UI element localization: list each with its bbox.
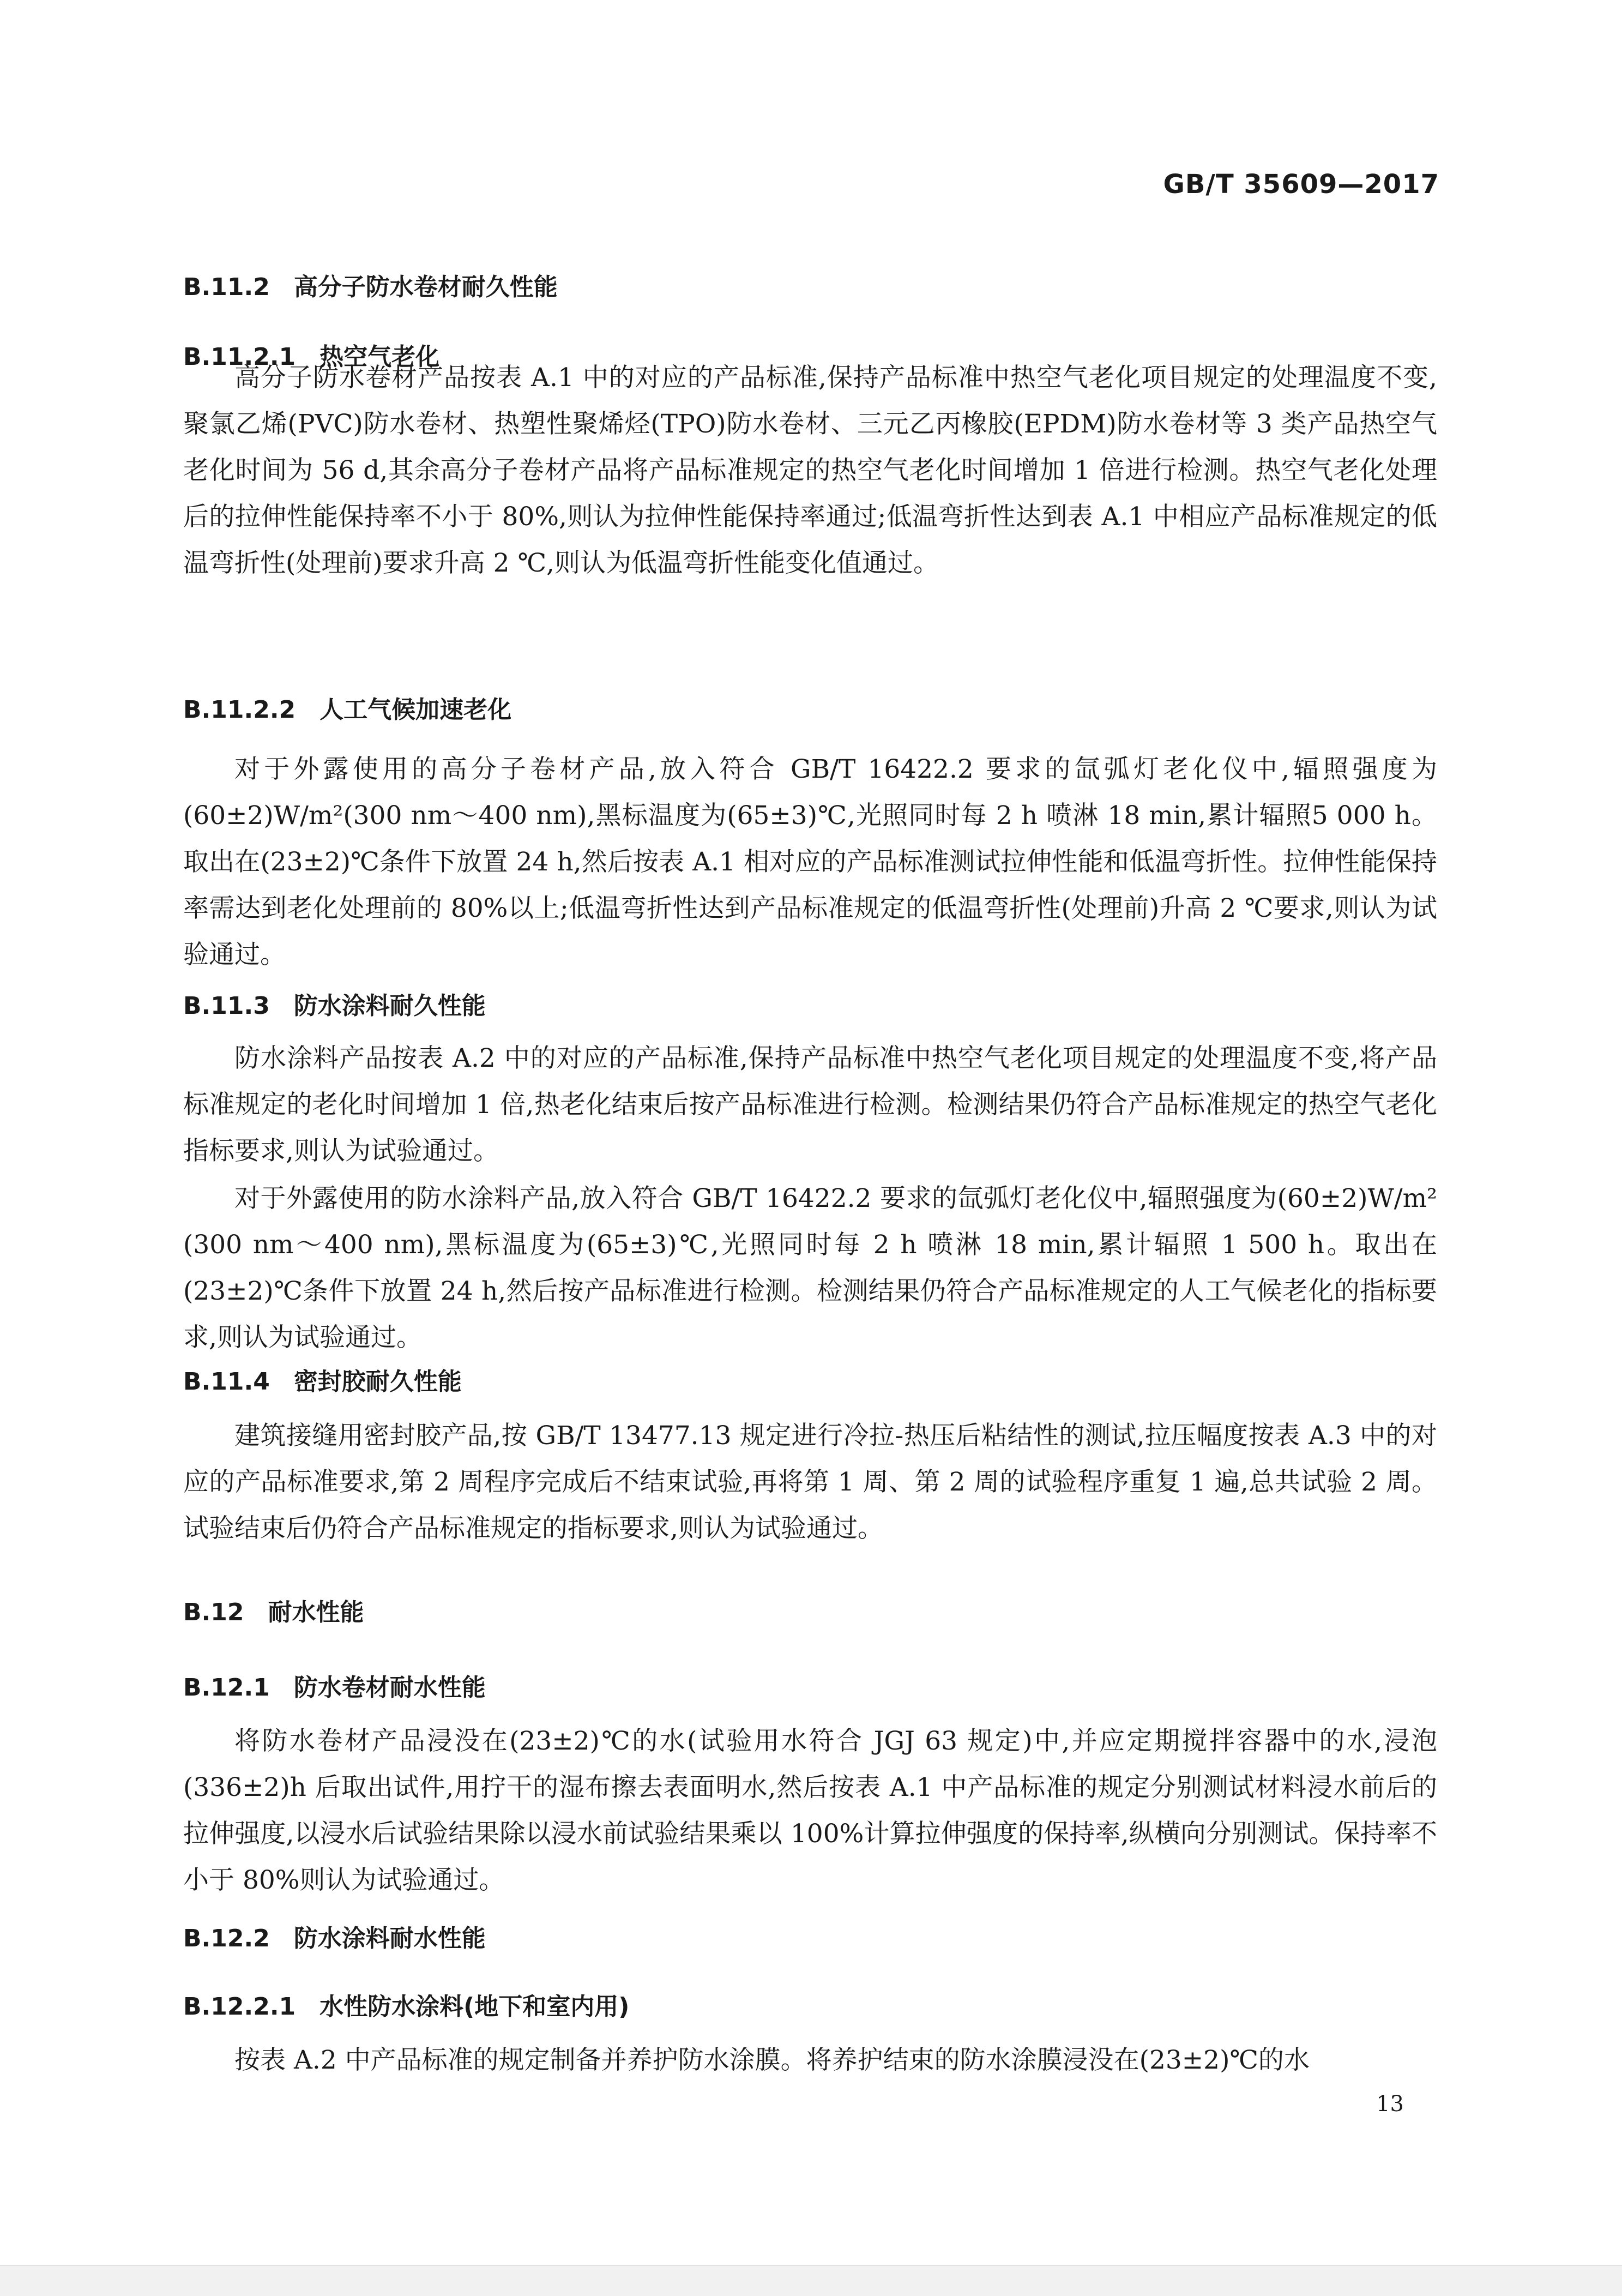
section-number: B.11.2 — [183, 273, 270, 301]
section-number: B.11.3 — [183, 992, 270, 1020]
section-number: B.11.2.2 — [183, 696, 296, 724]
section-title: 耐水性能 — [268, 1598, 364, 1626]
section-heading — [183, 690, 511, 725]
section-title: 人工气候加速老化 — [319, 696, 512, 724]
section-heading — [183, 1919, 486, 1954]
section-heading — [183, 986, 486, 1021]
section-heading — [183, 1987, 629, 2022]
section-number: B.11.4 — [183, 1368, 270, 1396]
paragraph: 将防水卷材产品浸没在(23±2)℃的水(试验用水符合 JGJ 63 规定)中,并应定期搅拌容器中的水,浸泡(336±2)h 后取出试件,用拧干的湿布擦去表面明水,然后按表 A.1 中产品标准的规定分别测试材料浸水前后的拉伸强度,以浸水后试验结果除以浸水前试验结果乘以 100%计算拉伸强度的保持率,纵横向分别测试。保持率不小于 80%则认为试验通过。 — [183, 1726, 1437, 1895]
section-title: 防水涂料耐水性能 — [293, 1925, 486, 1952]
section-heading — [183, 1592, 364, 1627]
section-heading — [183, 1668, 486, 1703]
section-title: 水性防水涂料(地下和室内用) — [319, 1993, 630, 2021]
section-title: 热空气老化 — [319, 343, 440, 371]
section-number: B.11.2.1 — [183, 343, 296, 371]
section-number: B.12.1 — [183, 1674, 270, 1702]
section-heading — [183, 267, 558, 302]
paragraph: 防水涂料产品按表 A.2 中的对应的产品标准,保持产品标准中热空气老化项目规定的处理温度不变,将产品标准规定的老化时间增加 1 倍,热老化结束后按产品标准进行检测。检测结果仍符合产品标准规定的热空气老化指标要求,则认为试验通过。 — [183, 1043, 1437, 1166]
section-number: B.12 — [183, 1598, 244, 1626]
section-title: 密封胶耐久性能 — [293, 1368, 462, 1396]
paragraph: 对于外露使用的防水涂料产品,放入符合 GB/T 16422.2 要求的氙弧灯老化仪中,辐照强度为(60±2)W/m² (300 nm～400 nm),黑标温度为(65±3)℃,光照同时每 2 h 喷淋 18 min,累计辐照 1 500 h。取出在(23±2)℃条件下放置 24 h,然后按产品标准进行检测。检测结果仍符合产品标准规定的人工气候老化的指标要求,则认为试验通过。 — [183, 1183, 1437, 1353]
section-number: B.12.2 — [183, 1925, 270, 1952]
paragraph: 对于外露使用的高分子卷材产品,放入符合 GB/T 16422.2 要求的氙弧灯老化仪中,辐照强度为(60±2)W/m²(300 nm～400 nm),黑标温度为(65±3)℃,光照同时每 2 h 喷淋 18 min,累计辐照5 000 h。取出在(23±2)℃条件下放置 24 h,然后按表 A.1 相对应的产品标准测试拉伸性能和低温弯折性。拉伸性能保持率需达到老化处理前的 80%以上;低温弯折性达到产品标准规定的低温弯折性(处理前)升高 2 ℃要求,则认为试验通过。 — [183, 754, 1437, 970]
section-title: 防水涂料耐久性能 — [293, 992, 486, 1020]
section-title: 防水卷材耐水性能 — [293, 1674, 486, 1702]
paragraph: 高分子防水卷材产品按表 A.1 中的对应的产品标准,保持产品标准中热空气老化项目规定的处理温度不变,聚氯乙烯(PVC)防水卷材、热塑性聚烯烃(TPO)防水卷材、三元乙丙橡胶(EPDM)防水卷材等 3 类产品热空气老化时间为 56 d,其余高分子卷材产品将产品标准规定的热空气老化时间增加 1 倍进行检测。热空气老化处理后的拉伸性能保持率不小于 80%,则认为拉伸性能保持率通过;低温弯折性达到表 A.1 中相应产品标准规定的低温弯折性(处理前)要求升高 2 ℃,则认为低温弯折性能变化值通过。 — [183, 363, 1437, 578]
section-title: 高分子防水卷材耐久性能 — [293, 273, 558, 301]
paragraph: 按表 A.2 中产品标准的规定制备并养护防水涂膜。将养护结束的防水涂膜浸没在(23±2)℃的水 — [234, 2045, 1310, 2075]
viewer-bottom-bar — [0, 2265, 1622, 2296]
section-heading — [183, 1362, 462, 1397]
section-number: B.12.2.1 — [183, 1993, 296, 2021]
paragraph: 建筑接缝用密封胶产品,按 GB/T 13477.13 规定进行冷拉-热压后粘结性的测试,拉压幅度按表 A.3 中的对应的产品标准要求,第 2 周程序完成后不结束试验,再将第 1 周、第 2 周的试验程序重复 1 遍,总共试验 2 周。试验结束后仍符合产品标准规定的指标要求,则认为试验通过。 — [183, 1421, 1437, 1543]
standard-code: GB/T 35609—2017 — [1163, 169, 1439, 200]
page-number: 13 — [1376, 2091, 1404, 2117]
